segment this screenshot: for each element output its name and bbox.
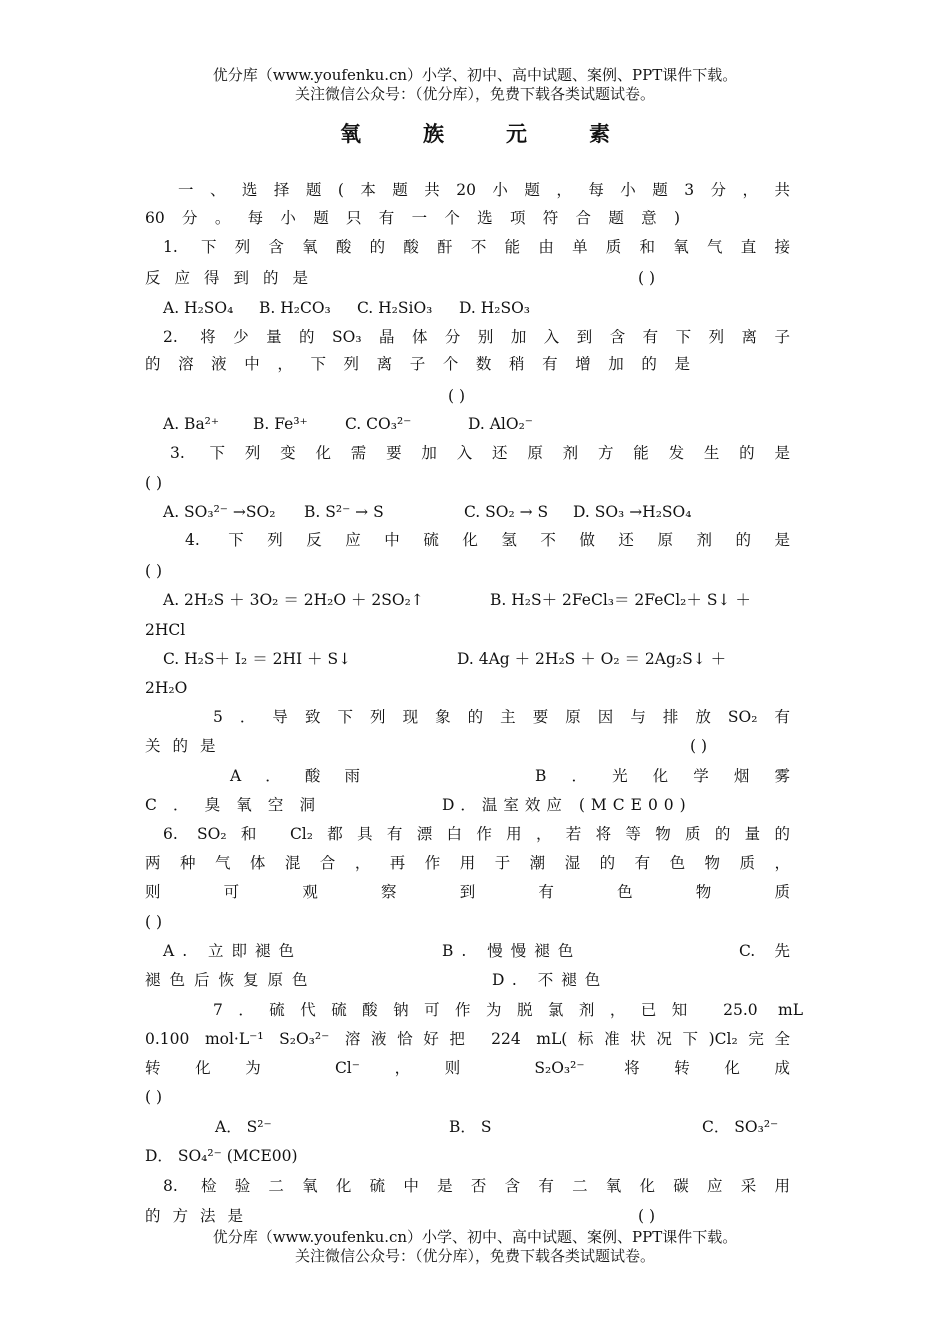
q8-stem-line-2: 的方法是 — [145, 1207, 256, 1225]
q4-stem-line-1: 4. 下列反应中硫化氢不做还原剂的是 — [185, 531, 790, 549]
q2-option-d: D. AlO₂⁻ — [468, 415, 533, 433]
q6-stem-line-4: ( ) — [145, 913, 163, 931]
q5-option-c: C．臭氧空洞 — [145, 796, 315, 814]
document-title: 氧族元素 — [340, 121, 672, 146]
q3-option-b: B. S²⁻ → S — [304, 503, 384, 521]
q1-stem-line-1: 1. 下列含氧酸的酸酐不能由单质和氧气直接 — [163, 238, 790, 256]
q7-stem-line-3: 转化为 Cl⁻，则 S₂O₃²⁻ 将转化成 — [145, 1059, 790, 1077]
q7-option-d: D． SO₄²⁻ (MCE00) — [145, 1147, 298, 1165]
q1-option-b: B. H₂CO₃ — [259, 299, 331, 317]
q3-option-c: C. SO₂ → S — [464, 503, 549, 521]
q6-stem-line-2: 两种气体混合，再作用于潮湿的有色物质， — [145, 854, 790, 872]
q6-option-b: B. 慢慢褪色 — [442, 942, 582, 960]
q2-stem-line-2: 的溶液中，下列离子个数稍有增加的是 — [145, 355, 690, 373]
q4-option-a: A. 2H₂S ＋ 3O₂ ＝ 2H₂O ＋ 2SO₂↑ — [163, 591, 424, 609]
q7-stem-line-1: 7．硫代硫酸钠可作为脱氯剂，已知 25.0 mL — [213, 1001, 803, 1019]
q1-option-c: C. H₂SiO₃ — [357, 299, 433, 317]
q4-option-b: B. H₂S＋ 2FeCl₃＝ 2FeCl₂＋ S↓ ＋ — [490, 591, 751, 609]
q2-option-a: A. Ba²⁺ — [163, 415, 220, 433]
q7-stem-line-4: ( ) — [145, 1088, 163, 1106]
q2-option-c: C. CO₃²⁻ — [345, 415, 412, 433]
q4-stem-line-2: ( ) — [145, 562, 163, 580]
q4-option-c: C. H₂S＋ I₂ ＝ 2HI ＋ S↓ — [163, 650, 352, 668]
q6-option-c-continued: 褪色后恢复原色 — [145, 971, 317, 989]
q3-option-d: D. SO₃ →H₂SO₄ — [573, 503, 692, 521]
page-header-line-2: 关注微信公众号：（优分库），免费下载各类试题试卷。 — [294, 85, 655, 103]
q3-option-a: A. SO₃²⁻ →SO₂ — [163, 503, 276, 521]
q5-option-a: A．酸雨 — [230, 767, 360, 785]
section-heading-line-1: 一、选择题(本题共20小题，每小题3分，共 — [178, 181, 790, 199]
q6-stem-line-3: 则可观察到有色物质 — [145, 883, 790, 901]
q5-answer-bracket: ( ) — [690, 737, 708, 755]
q7-option-a: A． S²⁻ — [215, 1118, 272, 1136]
q4-option-d: D. 4Ag ＋ 2H₂S ＋ O₂ ＝ 2Ag₂S↓ ＋ — [457, 650, 727, 668]
q1-option-a: A. H₂SO₄ — [163, 299, 234, 317]
q6-option-a: A. 立即褪色 — [163, 942, 303, 960]
q1-stem-line-2: 反应得到的是 — [145, 269, 323, 287]
q7-stem-line-2: 0.100 mol·L⁻¹ S₂O₃²⁻ 溶液恰好把 224 mL(标准状况下)Cl₂完全 — [145, 1030, 790, 1048]
q5-option-b: B．光化学烟雾 — [535, 767, 790, 785]
q6-option-d: D. 不褪色 — [492, 971, 609, 989]
page-footer-line-1: 优分库（www.youfenku.cn）小学、初中、高中试题、案例、PPT课件下载。 — [212, 1228, 738, 1246]
q4-option-d-continued: 2H₂O — [145, 679, 188, 697]
q7-option-c: C． SO₃²⁻ — [702, 1118, 779, 1136]
page-footer-line-2: 关注微信公众号：（优分库），免费下载各类试题试卷。 — [294, 1247, 655, 1265]
q8-answer-bracket: ( ) — [638, 1207, 656, 1225]
q6-stem-line-1: 6. SO₂和 Cl₂都具有漂白作用，若将等物质的量的 — [163, 825, 790, 843]
q4-option-b-continued: 2HCl — [145, 621, 186, 639]
section-heading-line-2: 60分。每小题只有一个选项符合题意) — [145, 209, 680, 227]
q3-stem-line-1: 3. 下列变化需要加入还原剂方能发生的是 — [170, 444, 790, 462]
q2-option-b: B. Fe³⁺ — [253, 415, 308, 433]
q1-answer-bracket: ( ) — [638, 269, 656, 287]
page-header-line-1: 优分库（www.youfenku.cn）小学、初中、高中试题、案例、PPT课件下载。 — [212, 66, 738, 84]
q5-stem-line-2: 关的是 — [145, 737, 228, 755]
q8-stem-line-1: 8. 检验二氧化硫中是否含有二氧化碳应采用 — [163, 1177, 790, 1195]
q1-option-d: D. H₂SO₃ — [459, 299, 530, 317]
q6-option-c: C. 先 — [739, 942, 790, 960]
q2-stem-line-1: 2. 将少量的SO₃晶体分别加入到含有下列离子 — [163, 328, 790, 346]
q7-option-b: B． S — [449, 1118, 492, 1136]
q5-option-d: D．温室效应 (MCE00) — [442, 796, 692, 814]
q2-answer-bracket: ( ) — [448, 387, 466, 405]
q5-stem-line-1: 5．导致下列现象的主要原因与排放SO₂有 — [213, 708, 790, 726]
q3-stem-line-2: ( ) — [145, 474, 163, 492]
